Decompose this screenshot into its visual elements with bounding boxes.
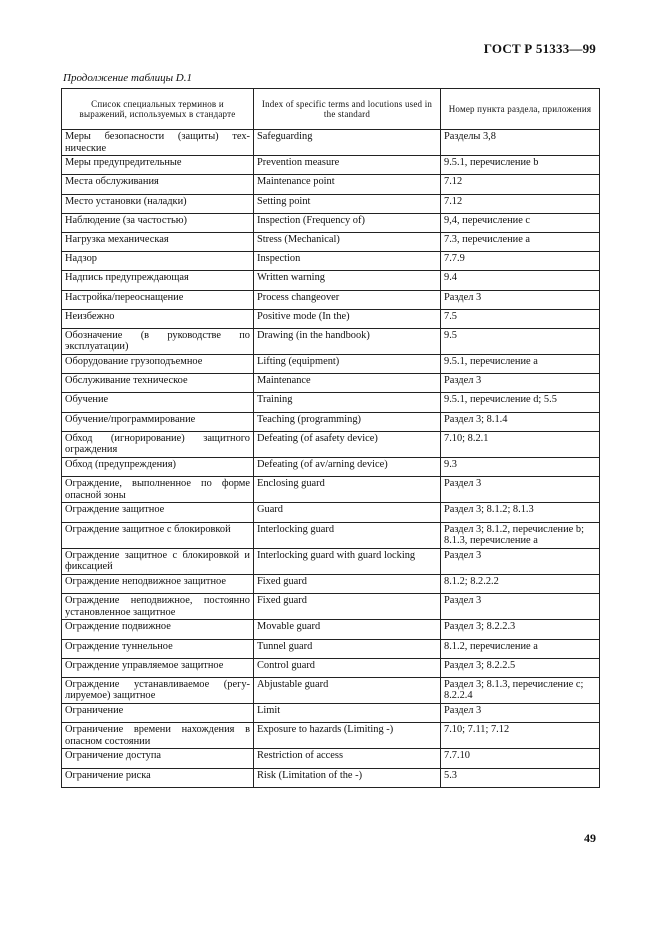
table-row bbox=[62, 309, 600, 328]
term-russian: Неизбежно bbox=[62, 309, 254, 328]
section-reference: 5.3 bbox=[441, 768, 600, 787]
standard-code: ГОСТ Р 51333—99 bbox=[483, 41, 596, 56]
term-english: Inspection (Frequency of) bbox=[254, 213, 441, 232]
term-russian: Ограждение неподвижное защитное bbox=[62, 574, 254, 593]
section-reference: Раздел 3 bbox=[441, 477, 600, 503]
section-reference: 7.12 bbox=[441, 194, 600, 213]
section-reference: Раздел 3 bbox=[441, 704, 600, 723]
section-reference: 9.4 bbox=[441, 271, 600, 290]
term-russian: Ограждение защитное bbox=[62, 503, 254, 522]
table-row bbox=[62, 768, 600, 787]
section-reference: Раздел 3; 8.1.4 bbox=[441, 412, 600, 431]
term-english: Setting point bbox=[254, 194, 441, 213]
table-row bbox=[62, 213, 600, 232]
term-russian: Наблюдение (за частостью) bbox=[62, 213, 254, 232]
table-header-row bbox=[62, 89, 600, 130]
term-english: Teaching (programming) bbox=[254, 412, 441, 431]
table-row bbox=[62, 522, 600, 548]
table-row bbox=[62, 328, 600, 354]
section-reference: 9,4, перечисление с bbox=[441, 213, 600, 232]
term-english: Tunnel guard bbox=[254, 639, 441, 658]
table-row bbox=[62, 355, 600, 374]
term-russian: Ограничение bbox=[62, 704, 254, 723]
section-reference: 8.1.2; 8.2.2.2 bbox=[441, 574, 600, 593]
table-body bbox=[62, 130, 600, 788]
table-row bbox=[62, 574, 600, 593]
section-reference: 7.10; 7.11; 7.12 bbox=[441, 723, 600, 749]
table-row bbox=[62, 252, 600, 271]
term-english: Restriction of access bbox=[254, 749, 441, 768]
table-row bbox=[62, 723, 600, 749]
term-russian: Меры предупредительные bbox=[62, 156, 254, 175]
term-russian: Обучение/программирование bbox=[62, 412, 254, 431]
term-english: Stress (Mechanical) bbox=[254, 232, 441, 251]
table-row bbox=[62, 639, 600, 658]
section-reference: 9.5 bbox=[441, 328, 600, 354]
table-row bbox=[62, 232, 600, 251]
section-reference: Раздел 3; 8.1.2, перечисление b; 8.1.3, перечисление а bbox=[441, 522, 600, 548]
section-reference: Раздел 3 bbox=[441, 594, 600, 620]
column-header-section-number: Номер пункта раздела, приложения bbox=[441, 89, 600, 130]
table-row bbox=[62, 594, 600, 620]
column-header-english-terms: Index of specific terms and locutions used in the standard bbox=[254, 89, 441, 130]
term-english: Prevention measure bbox=[254, 156, 441, 175]
term-russian: Обход (игнорирование) защитного ограждения bbox=[62, 431, 254, 457]
term-english: Guard bbox=[254, 503, 441, 522]
table-row bbox=[62, 130, 600, 156]
term-english: Interlocking guard bbox=[254, 522, 441, 548]
table-row bbox=[62, 677, 600, 703]
term-english: Training bbox=[254, 393, 441, 412]
table-row bbox=[62, 620, 600, 639]
table-row bbox=[62, 156, 600, 175]
term-english: Positive mode (In the) bbox=[254, 309, 441, 328]
term-english: Interlocking guard with guard locking bbox=[254, 548, 441, 574]
section-reference: Раздел 3; 8.1.3, перечисление с; 8.2.2.4 bbox=[441, 677, 600, 703]
term-russian: Ограждение туннельное bbox=[62, 639, 254, 658]
term-russian: Обслуживание техническое bbox=[62, 374, 254, 393]
term-russian: Ограничение риска bbox=[62, 768, 254, 787]
term-english: Abjustable guard bbox=[254, 677, 441, 703]
term-english: Limit bbox=[254, 704, 441, 723]
term-english: Lifting (equipment) bbox=[254, 355, 441, 374]
term-russian: Место установки (наладки) bbox=[62, 194, 254, 213]
term-russian: Ограждение управляемое защитное bbox=[62, 658, 254, 677]
table-row bbox=[62, 749, 600, 768]
term-russian: Обозначение (в руководстве по эксплуатации) bbox=[62, 328, 254, 354]
term-russian: Ограждение, выполненное по форме опасной зоны bbox=[62, 477, 254, 503]
term-english: Fixed guard bbox=[254, 594, 441, 620]
term-english: Risk (Limitation of the -) bbox=[254, 768, 441, 787]
table-row bbox=[62, 393, 600, 412]
term-russian: Надпись предупреждающая bbox=[62, 271, 254, 290]
term-english: Written warning bbox=[254, 271, 441, 290]
section-reference: 9.5.1, перечисление d; 5.5 bbox=[441, 393, 600, 412]
term-english: Drawing (in the handbook) bbox=[254, 328, 441, 354]
term-english: Fixed guard bbox=[254, 574, 441, 593]
term-english: Movable guard bbox=[254, 620, 441, 639]
section-reference: Раздел 3; 8.2.2.5 bbox=[441, 658, 600, 677]
table-row bbox=[62, 412, 600, 431]
section-reference: 7.12 bbox=[441, 175, 600, 194]
section-reference: 9.5.1, перечисление b bbox=[441, 156, 600, 175]
table-row bbox=[62, 658, 600, 677]
section-reference: Раздел 3 bbox=[441, 374, 600, 393]
term-russian: Ограждение неподвижное, постоянно установленное защитное bbox=[62, 594, 254, 620]
term-russian: Обучение bbox=[62, 393, 254, 412]
column-header-russian-terms: Список специальных терминов и выражений, используемых в стандарте bbox=[62, 89, 254, 130]
term-english: Defeating (of asafety device) bbox=[254, 431, 441, 457]
term-english: Enclosing guard bbox=[254, 477, 441, 503]
term-russian: Меры безопасности (защиты) тех-нические bbox=[62, 130, 254, 156]
term-russian: Места обслуживания bbox=[62, 175, 254, 194]
term-english: Maintenance bbox=[254, 374, 441, 393]
table-row bbox=[62, 704, 600, 723]
term-english: Safeguarding bbox=[254, 130, 441, 156]
table-row bbox=[62, 194, 600, 213]
term-russian: Нагрузка механическая bbox=[62, 232, 254, 251]
table-row bbox=[62, 175, 600, 194]
section-reference: 7.5 bbox=[441, 309, 600, 328]
table-row bbox=[62, 458, 600, 477]
term-russian: Надзор bbox=[62, 252, 254, 271]
term-russian: Ограничение времени нахождения в опасном состоянии bbox=[62, 723, 254, 749]
page-number: 49 bbox=[584, 831, 596, 845]
section-reference: 7.7.10 bbox=[441, 749, 600, 768]
table-row bbox=[62, 548, 600, 574]
term-russian: Оборудование грузоподъемное bbox=[62, 355, 254, 374]
term-russian: Ограждение защитное с блокировкой и фиксацией bbox=[62, 548, 254, 574]
term-russian: Обход (предупреждения) bbox=[62, 458, 254, 477]
term-english: Maintenance point bbox=[254, 175, 441, 194]
term-english: Control guard bbox=[254, 658, 441, 677]
section-reference: 7.3, перечисление а bbox=[441, 232, 600, 251]
table-row bbox=[62, 431, 600, 457]
section-reference: 7.10; 8.2.1 bbox=[441, 431, 600, 457]
section-reference: Разделы 3,8 bbox=[441, 130, 600, 156]
table-row bbox=[62, 374, 600, 393]
section-reference: Раздел 3; 8.2.2.3 bbox=[441, 620, 600, 639]
section-reference: 8.1.2, перечисление а bbox=[441, 639, 600, 658]
table-row bbox=[62, 290, 600, 309]
term-russian: Настройка/переоснащение bbox=[62, 290, 254, 309]
section-reference: 9.3 bbox=[441, 458, 600, 477]
term-english: Defeating (of av/arning device) bbox=[254, 458, 441, 477]
section-reference: Раздел 3; 8.1.2; 8.1.3 bbox=[441, 503, 600, 522]
section-reference: 7.7.9 bbox=[441, 252, 600, 271]
terms-index-table bbox=[61, 88, 600, 788]
term-russian: Ограждение устанавливаемое (регу-лируемое) защитное bbox=[62, 677, 254, 703]
term-russian: Ограждение защитное с блокировкой bbox=[62, 522, 254, 548]
term-english: Inspection bbox=[254, 252, 441, 271]
term-russian: Ограждение подвижное bbox=[62, 620, 254, 639]
section-reference: 9.5.1, перечисление а bbox=[441, 355, 600, 374]
table-row bbox=[62, 503, 600, 522]
term-english: Process changeover bbox=[254, 290, 441, 309]
term-english: Exposure to hazards (Limiting -) bbox=[254, 723, 441, 749]
section-reference: Раздел 3 bbox=[441, 290, 600, 309]
term-russian: Ограничение доступа bbox=[62, 749, 254, 768]
section-reference: Раздел 3 bbox=[441, 548, 600, 574]
table-row bbox=[62, 271, 600, 290]
table-continuation-title: Продолжение таблицы D.1 bbox=[63, 72, 192, 84]
table-row bbox=[62, 477, 600, 503]
